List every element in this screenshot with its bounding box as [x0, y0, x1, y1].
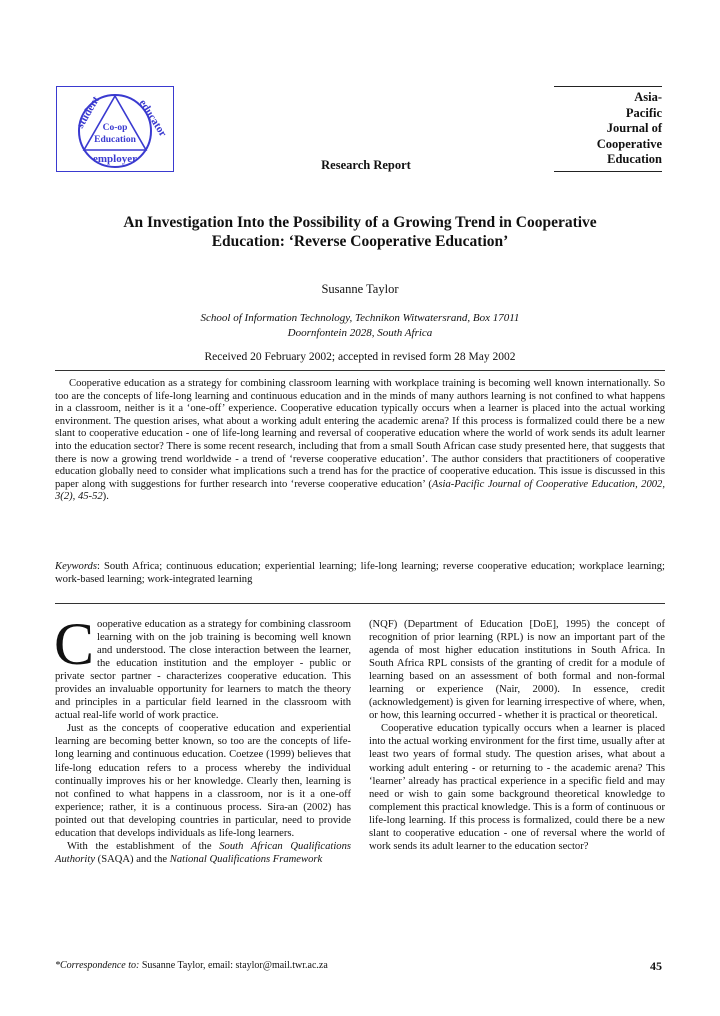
body-paragraph-1 — [54, 611, 351, 722]
footnote-text: Susanne Taylor, email: staylor@mail.twr.ac.za — [139, 960, 328, 971]
abstract — [55, 378, 665, 504]
report-type: Research Report — [321, 158, 411, 172]
abstract-end: ). — [102, 491, 109, 503]
paragraph-3-text-a: With the establishment of the — [67, 840, 220, 852]
journal-line-2: Pacific — [625, 105, 662, 120]
paragraph-3-italic-1: South African Qualifications Authority — [55, 840, 351, 865]
masthead-rule-top — [554, 86, 662, 87]
logo-center-line2: Education — [94, 135, 136, 145]
paragraph-3-italic-2: National Qualifications Framework — [169, 853, 323, 865]
affiliation-line-1: School of Information Technology, Technikon Witwatersrand, Box 17011 — [200, 312, 520, 324]
body-paragraph-3-continued: (NQF) (Department of Education [DoE], 1995) the concept of recognition of prior learning (RPL) is now an important part of the agenda of most higher education institutions in South Africa. In South Africa RPL consists of the granting of credit for a module of learning based on an assessment of both formal and non-formal learning or experience (Nair, 2000). In essence, credit (acknowledgement) is given for learning irrespective of where, when, or how, this learning occurred - whether it is practical or theoretical. — [369, 619, 665, 722]
received-dates: Received 20 February 2002; accepted in revised form 28 May 2002 — [204, 351, 516, 363]
abstract-text: Cooperative education as a strategy for combining classroom learning with workplace training is becoming well known internationally. So too are the concepts of life-long learning and continuous education and in the minds of many authors learning is not confined to what happens in a classroom, neither is it a ‘one-off’ experience. Cooperative education typically occurs when a learner is placed into the actual working environment. The question arises, what about a working adult entering the academic arena? If this process is formalized could there be a new slant to cooperative education - one of life-long learning and reversal of cooperative education where the world of work sends its adult learner into the education sector? There is some recent research, including that from a small South African case study presented here, that suggests that there is now a growing trend worldwide - a trend of ‘reverse cooperative education’. The author considers that practitioners of cooperative education globally need to consider what implications such a trend has for the practice of cooperative education. This issue is discussed in this paper along with suggestions for further research into ‘reverse cooperative education’ ( — [55, 378, 665, 490]
journal-line-1: Asia- — [634, 90, 662, 104]
body-column-right — [369, 618, 665, 853]
journal-line-4: Cooperative — [596, 136, 662, 151]
logo-word-employer: employer — [93, 153, 137, 165]
affiliation-line-2: Doornfontein 2028, South Africa — [287, 327, 433, 339]
keywords-text: : South Africa; continuous education; experiential learning; life-long learning; reverse cooperative education; workplace learning; work-based learning; work-integrated learning — [55, 561, 665, 585]
correspondence-footnote — [55, 960, 328, 971]
title-line-2: Education: ‘Reverse Cooperative Education’ — [211, 233, 509, 250]
logo-word-educator: educator — [136, 97, 169, 140]
body-paragraph-4: Cooperative education typically occurs when a learner is placed into the actual working environment for the first time, usually after at least two years of formal study. The question arises, what about a working adult entering - or returning to - the academic arena? This ‘learner’ already has practical experience in a specific field and may need or wish to gain some background theoretical knowledge to complement this practical knowledge. This is a form of continuous or life-long learning. If this process is formalized, could there be a new slant to cooperative education - one of reversal where the world of work sends its adult learner to the education sector? — [369, 723, 665, 852]
keywords — [55, 561, 665, 586]
author-name: Susanne Taylor — [321, 282, 399, 296]
body-column-left — [54, 611, 351, 866]
abstract-rule-top — [55, 370, 665, 371]
keywords-label: Keywords — [55, 561, 97, 572]
abstract-rule-bottom — [55, 603, 665, 604]
paper-title — [80, 213, 640, 251]
abstract-citation: Asia-Pacific Journal of Cooperative Education, 2002, 3(2), 45-52 — [55, 478, 665, 503]
logo-word-student: student — [74, 94, 103, 131]
journal-line-3: Journal of — [606, 121, 662, 135]
footnote-label: *Correspondence to: — [55, 960, 140, 971]
body-paragraph-3 — [55, 840, 351, 866]
logo-center-line1: Co-op — [102, 123, 128, 133]
journal-line-5: Education — [607, 152, 662, 166]
page-number: 45 — [650, 959, 662, 973]
title-line-1: An Investigation Into the Possibility of a Growing Trend in Cooperative — [123, 214, 597, 231]
body-paragraph-2: Just as the concepts of cooperative education and experiential learning are becoming better known, so too are the concepts of life-long learning and continuous education. Coetzee (1999) believes that life-long education refers to a process whereby the individual continually improves his or her knowledge. Clearly then, learning is not confined to what happens in a classroom, nor is it a one-off experience; rather, it is a continuous process. Sira-an (2002) has pointed out that developing countries in particular, need to provide education that develops individuals as life-long learners. — [55, 723, 351, 839]
paragraph-1-text: ooperative education as a strategy for combining classroom learning with on the job training is becoming well known and understood. The close interaction between the learner, the education institution and the employer - public or private sector partner - characterizes cooperative education. This provides an invaluable opportunity for learners to match the theory and principles in a particular field learned in the classroom with actual real-life world of work practice. — [55, 619, 351, 722]
paragraph-3-text-b: (SAQA) and the — [95, 853, 170, 865]
author-affiliation — [130, 311, 590, 341]
drop-cap: C — [54, 611, 95, 677]
